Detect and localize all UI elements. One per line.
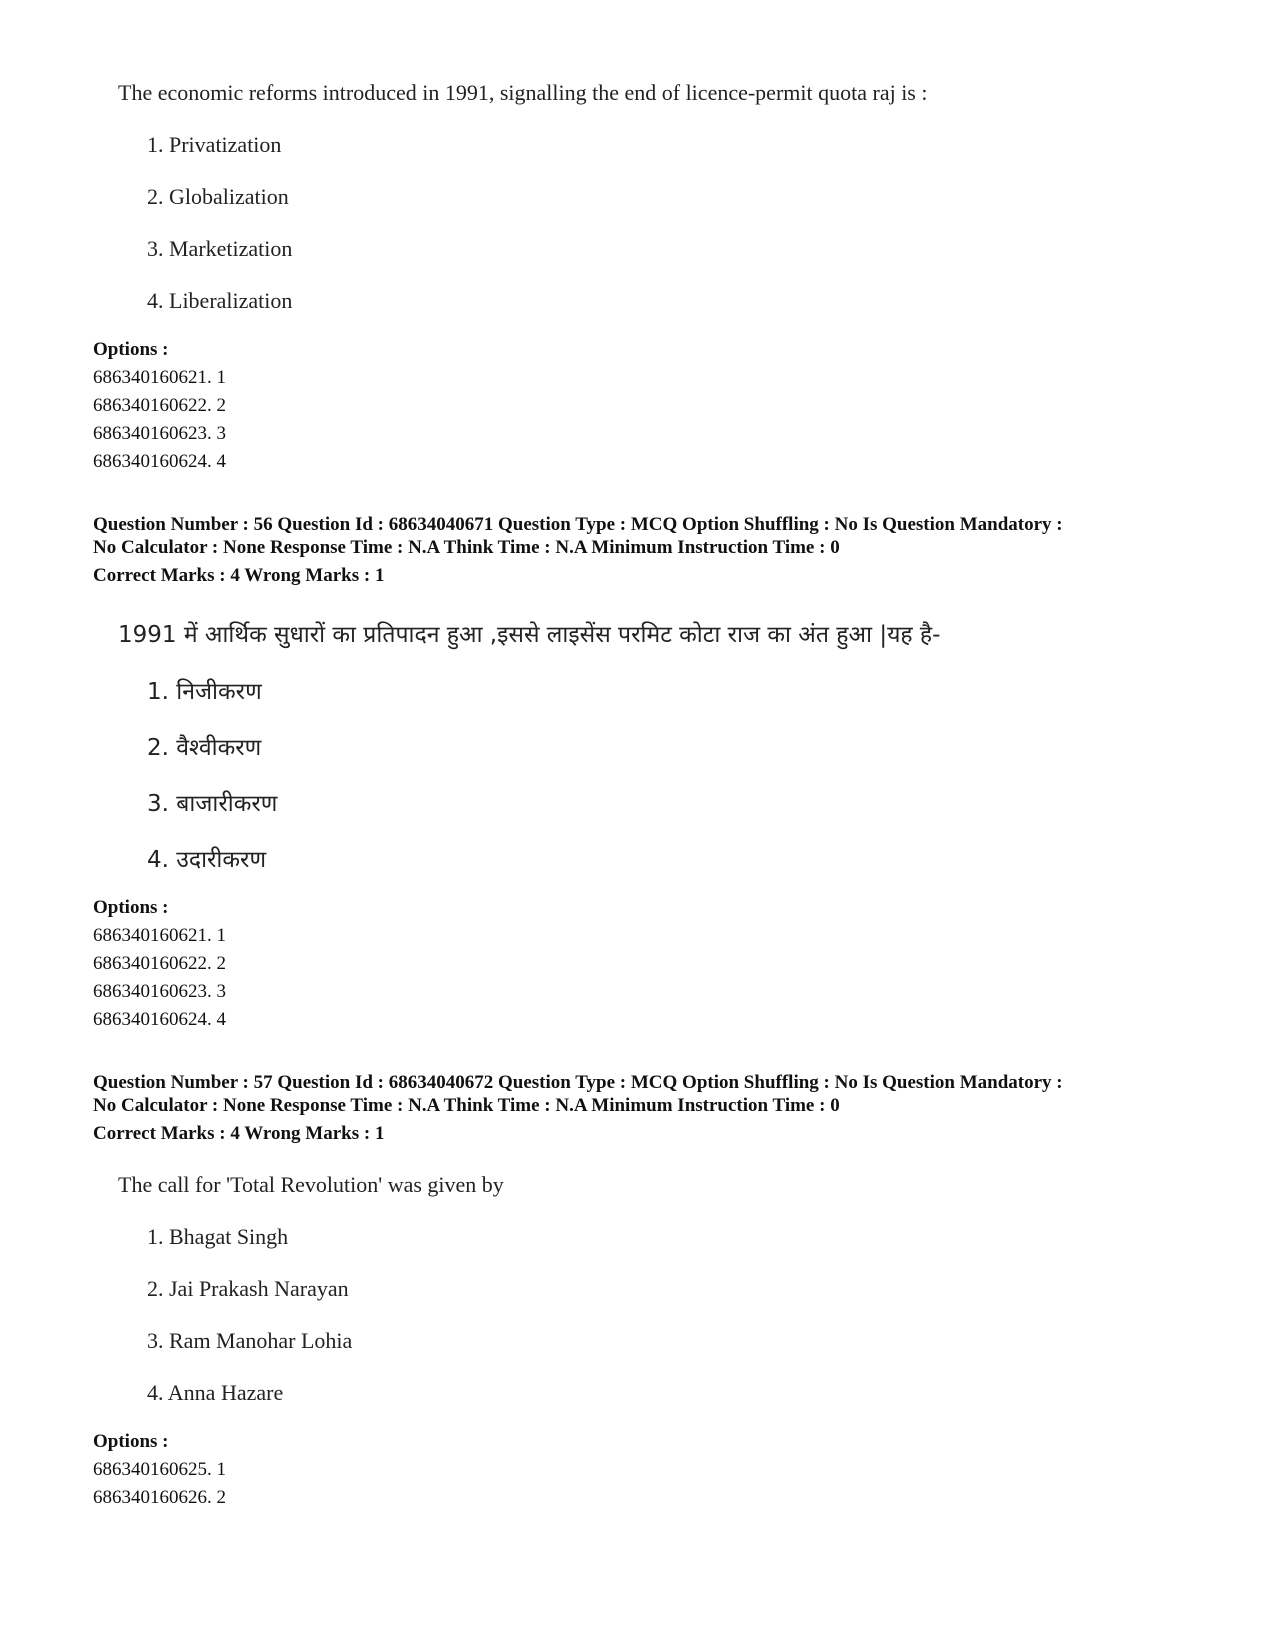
option-line: 686340160622. 2 [93, 953, 226, 974]
choice-1: 1. निजीकरण [147, 679, 262, 705]
choice-3: 3. बाजारीकरण [147, 791, 278, 817]
choice-3: 3. Ram Manohar Lohia [147, 1328, 353, 1353]
question-marks: Correct Marks : 4 Wrong Marks : 1 [93, 565, 385, 586]
option-line: 686340160621. 1 [93, 925, 226, 946]
choice-2: 2. Jai Prakash Narayan [147, 1276, 349, 1301]
choice-1: 1. Privatization [147, 132, 282, 157]
option-line: 686340160626. 2 [93, 1487, 226, 1508]
choice-2: 2. वैश्वीकरण [147, 735, 262, 761]
option-line: 686340160625. 1 [93, 1459, 226, 1480]
option-line: 686340160622. 2 [93, 395, 226, 416]
choice-1: 1. Bhagat Singh [147, 1224, 289, 1249]
options-heading: Options : [93, 339, 169, 360]
option-line: 686340160621. 1 [93, 367, 226, 388]
question-meta-line-1: Question Number : 57 Question Id : 68634040672 Question Type : MCQ Option Shuffling : No Is Question Mandatory : [93, 1072, 1063, 1093]
option-line: 686340160623. 3 [93, 981, 226, 1002]
question-meta-line-2: No Calculator : None Response Time : N.A Think Time : N.A Minimum Instruction Time : 0 [93, 1095, 840, 1116]
question-text: The call for 'Total Revolution' was given by [118, 1172, 504, 1197]
choice-4: 4. Liberalization [147, 288, 293, 313]
question-text: The economic reforms introduced in 1991, signalling the end of licence-permit quota raj is : [118, 80, 928, 105]
question-meta-line-1: Question Number : 56 Question Id : 68634040671 Question Type : MCQ Option Shuffling : No Is Question Mandatory : [93, 514, 1063, 535]
question-text: 1991 में आर्थिक सुधारों का प्रतिपादन हुआ ,इससे लाइसेंस परमिट कोटा राज का अंत हुआ |यह है- [118, 622, 941, 648]
option-line: 686340160624. 4 [93, 1009, 226, 1030]
option-line: 686340160624. 4 [93, 451, 226, 472]
options-heading: Options : [93, 1431, 169, 1452]
options-heading: Options : [93, 897, 169, 918]
choice-4: 4. उदारीकरण [147, 847, 267, 873]
choice-2: 2. Globalization [147, 184, 289, 209]
question-meta-line-2: No Calculator : None Response Time : N.A Think Time : N.A Minimum Instruction Time : 0 [93, 537, 840, 558]
question-marks: Correct Marks : 4 Wrong Marks : 1 [93, 1123, 385, 1144]
option-line: 686340160623. 3 [93, 423, 226, 444]
choice-3: 3. Marketization [147, 236, 293, 261]
choice-4: 4. Anna Hazare [147, 1380, 284, 1405]
